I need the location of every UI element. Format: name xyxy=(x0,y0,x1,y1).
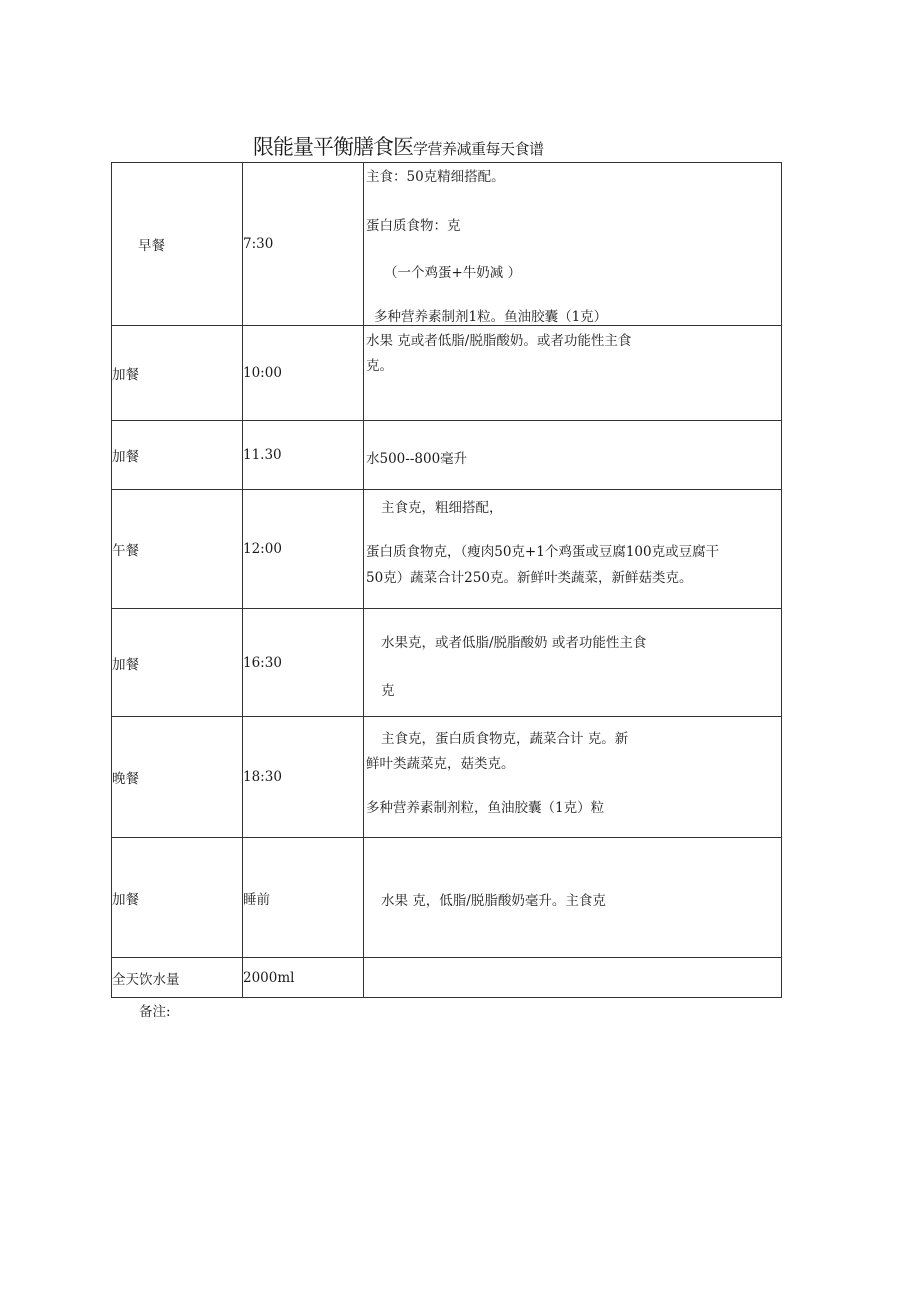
meal-cell: 午餐 xyxy=(112,490,243,609)
content-line: 多种营养素制剂1粒。鱼油胶囊（1克） xyxy=(374,309,608,325)
content-line: （一个鸡蛋+牛奶减 ） xyxy=(384,265,522,281)
title-main: 限能量平衡膳食医 xyxy=(253,135,413,159)
title-sub: 学营养减重每天食谱 xyxy=(413,140,544,158)
time-cell: 2000ml xyxy=(243,958,364,998)
table-row xyxy=(112,609,782,717)
page-title xyxy=(253,131,544,161)
content-line: 蛋白质食物：克 xyxy=(366,218,461,234)
content-line: 主食：50克精细搭配。 xyxy=(366,169,505,185)
content-cell xyxy=(364,163,782,326)
meal-cell: 全天饮水量 xyxy=(112,958,243,998)
content-line: 水果克，或者低脂/脱脂酸奶 或者功能性主食 xyxy=(381,635,647,651)
content-line: 主食克，粗细搭配， xyxy=(381,500,503,516)
content-line: 50克）蔬菜合计250克。新鲜叶类蔬菜，新鲜菇类克。 xyxy=(366,570,693,586)
meal-cell: 加餐 xyxy=(112,326,243,421)
meal-cell: 加餐 xyxy=(112,838,243,958)
time-cell: 10:00 xyxy=(243,326,364,421)
content-line: 主食克，蛋白质食物克，蔬菜合计 克。新 xyxy=(381,731,629,747)
content-cell xyxy=(364,958,782,998)
content-line: 鲜叶类蔬菜克，菇类克。 xyxy=(366,756,515,772)
remarks-label: 备注: xyxy=(139,1004,171,1020)
content-line: 多种营养素制剂粒，鱼油胶囊（1克）粒 xyxy=(366,800,605,816)
time-cell: 睡前 xyxy=(243,838,364,958)
time-cell: 12:00 xyxy=(243,490,364,609)
time-cell: 11.30 xyxy=(243,421,364,490)
table-row xyxy=(112,838,782,958)
content-cell xyxy=(364,717,782,838)
time-cell: 18:30 xyxy=(243,717,364,838)
meal-cell: 早餐 xyxy=(112,163,243,326)
content-line: 克。 xyxy=(366,358,393,374)
content-line: 蛋白质食物克，（瘦肉50克+1个鸡蛋或豆腐100克或豆腐干 xyxy=(366,544,720,560)
table-row xyxy=(112,421,782,490)
meal-cell: 加餐 xyxy=(112,609,243,717)
content-line: 水果 克，低脂/脱脂酸奶毫升。主食克 xyxy=(381,893,606,909)
content-cell xyxy=(364,490,782,609)
time-cell: 7:30 xyxy=(243,163,364,326)
table-row xyxy=(112,717,782,838)
table-row xyxy=(112,163,782,326)
content-cell xyxy=(364,609,782,717)
content-cell xyxy=(364,421,782,490)
content-line: 水500--800毫升 xyxy=(366,451,468,467)
table-row xyxy=(112,490,782,609)
time-cell: 16:30 xyxy=(243,609,364,717)
table-row xyxy=(112,958,782,998)
content-line: 克 xyxy=(381,683,395,699)
content-cell xyxy=(364,838,782,958)
meal-plan-table xyxy=(111,162,782,998)
meal-cell: 加餐 xyxy=(112,421,243,490)
table-row xyxy=(112,326,782,421)
meal-cell: 晚餐 xyxy=(112,717,243,838)
content-line: 水果 克或者低脂/脱脂酸奶。或者功能性主食 xyxy=(366,333,632,349)
content-cell xyxy=(364,326,782,421)
